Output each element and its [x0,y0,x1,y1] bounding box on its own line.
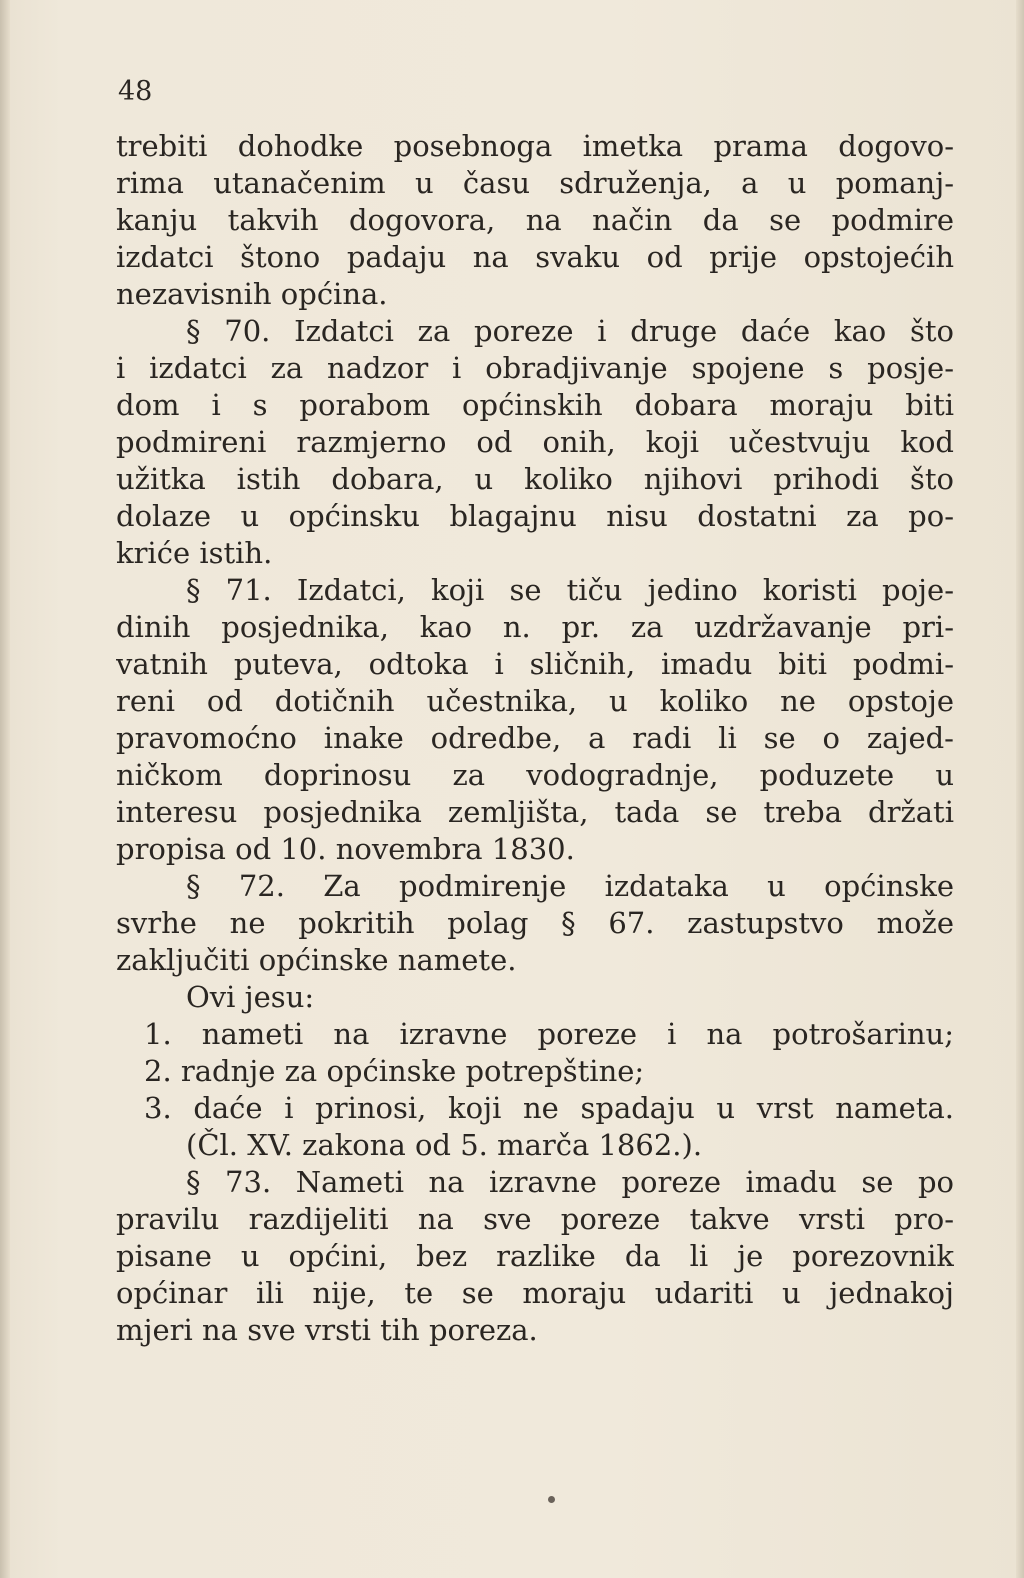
text-line: pravilu razdijeliti na sve poreze takve vrsti pro- [116,1202,954,1236]
text-line: zaključiti općinske namete. [116,943,517,977]
list-item: 1. nameti na izravne poreze i na potrošarinu; [144,1017,954,1051]
text-line: svrhe ne pokritih polag § 67. zastupstvo može [116,906,954,940]
text-line: rima utanačenim u času sdruženja, a u pomanj- [116,166,954,200]
text-line: kanju takvih dogovora, na način da se podmire [116,203,954,237]
text-line: reni od dotičnih učestnika, u koliko ne opstoje [116,684,954,718]
text-line: dom i s porabom općinskih dobara moraju biti [116,388,954,422]
text-line: trebiti dohodke posebnoga imetka prama dogovo- [116,129,954,163]
page-speck [548,1496,555,1503]
page-number: 48 [118,76,153,107]
section-71-heading-line: § 71. Izdatci, koji se tiču jedino koristi poje- [186,573,954,607]
list-item: 3. daće i prinosi, koji ne spadaju u vrst nameta. [144,1091,954,1125]
text-line: pravomoćno inake odredbe, a radi li se o zajed- [116,721,954,755]
text-line: kriće istih. [116,536,273,570]
text-line: interesu posjednika zemljišta, tada se treba držati [116,795,954,829]
text-line: vatnih puteva, odtoka i sličnih, imadu biti podmi- [116,647,954,681]
body-text [116,128,954,1349]
text-line: ničkom doprinosu za vodogradnje, poduzete u [116,758,954,792]
section-70-heading-line: § 70. Izdatci za poreze i druge daće kao što [186,314,954,348]
text-line: općinar ili nije, te se moraju udariti u jednakoj [116,1276,954,1310]
text-line: dinih posjednika, kao n. pr. za uzdržavanje pri- [116,610,954,644]
text-line: nezavisnih općina. [116,277,388,311]
text-line: pisane u općini, bez razlike da li je porezovnik [116,1239,954,1273]
section-73-heading-line: § 73. Nameti na izravne poreze imadu se po [186,1165,954,1199]
text-line: dolaze u općinsku blagajnu nisu dostatni za po- [116,499,954,533]
list-intro-line: Ovi jesu: [186,980,315,1014]
text-line: podmireni razmjerno od onih, koji učestvuju kod [116,425,954,459]
page-left-edge [0,0,10,1578]
text-line: užitka istih dobara, u koliko njihovi prihodi što [116,462,954,496]
text-line: izdatci štono padaju na svaku od prije opstojećih [116,240,954,274]
page-right-edge [1016,0,1024,1578]
text-line: i izdatci za nadzor i obradjivanje spojene s posje- [116,351,954,385]
legal-reference-line: (Čl. XV. zakona od 5. marča 1862.). [186,1128,703,1162]
list-item: 2. radnje za općinske potrepštine; [144,1054,645,1088]
section-72-heading-line: § 72. Za podmirenje izdataka u općinske [186,869,954,903]
text-line: mjeri na sve vrsti tih poreza. [116,1313,538,1347]
text-line: propisa od 10. novembra 1830. [116,832,575,866]
